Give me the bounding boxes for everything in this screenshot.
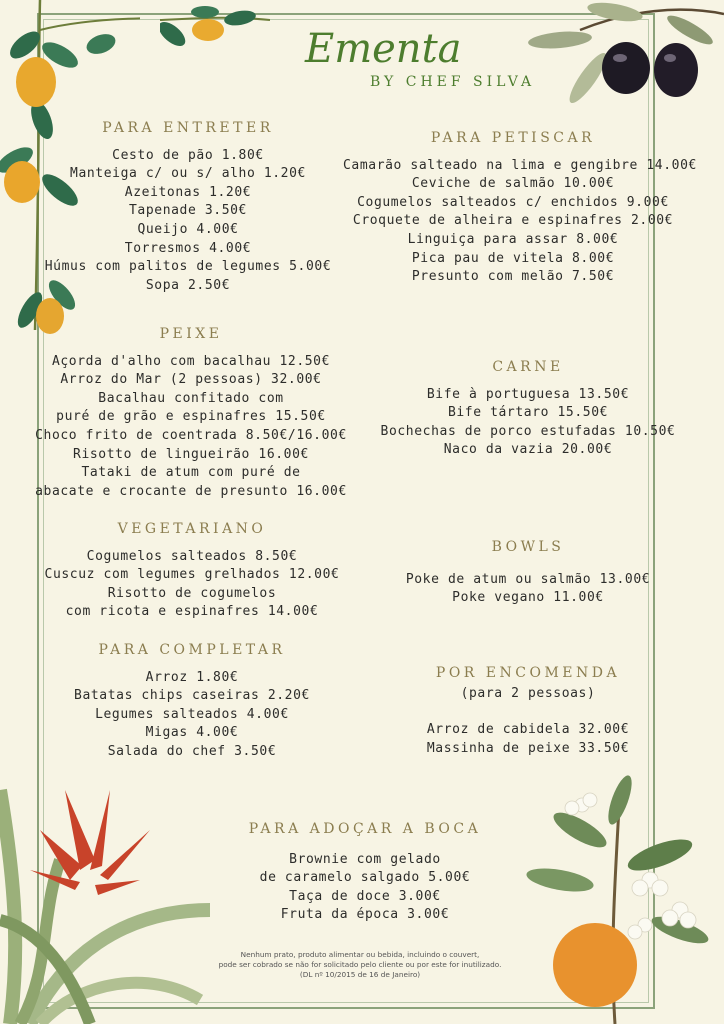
menu-item: Húmus com palitos de legumes 5.00€ [44,259,332,275]
menu-item: Manteiga c/ ou s/ alho 1.20€ [70,166,306,182]
section-para-petiscar [343,129,697,287]
menu-item: Queijo 4.00€ [137,221,239,237]
menu-item: Risotto de lingueirão 16.00€ [73,446,309,462]
menu-item: Croquete de alheira e espinafres 2.00€ [352,213,674,229]
menu-item: Batatas chips caseiras 2.20€ [74,688,310,704]
section-heading: CARNE [492,359,564,375]
menu-item: Torresmos 4.00€ [124,240,252,256]
section-heading: PARA PETISCAR [430,130,596,146]
menu-item: Choco frito de coentrada 8.50€/16.00€ [35,427,347,443]
menu-item: Brownie com gelado [289,851,441,867]
menu-item: Salada do chef 3.50€ [107,743,277,759]
menu-item: Camarão salteado na lima e gengibre 14.00€ [343,157,697,173]
menu-item: abacate e crocante de presunto 16.00€ [35,483,347,499]
menu-item: Poke vegano 11.00€ [452,590,604,606]
section-heading: PARA ADOÇAR A BOCA [248,821,482,837]
menu-item: Arroz 1.80€ [145,669,239,685]
lemon-top-illustration [160,0,270,60]
section-para-entreter [37,119,339,295]
section-para-adocar-a-boca [212,820,518,925]
section-heading: VEGETARIANO [117,521,267,537]
section-heading: BOWLS [491,539,565,555]
bromeliad-illustration [0,770,220,1024]
menu-item: Ceviche de salmão 10.00€ [411,176,615,192]
legal-note [150,950,570,980]
section-heading: PEIXE [159,326,223,342]
menu-item: de caramelo salgado 5.00€ [259,870,471,886]
menu-item: Arroz do Mar (2 pessoas) 32.00€ [60,372,322,388]
section-vegetariano [40,520,344,622]
section-heading: POR ENCOMENDA [435,665,621,681]
olive-branch-illustration [520,0,724,120]
menu-item: Taça de doce 3.00€ [289,888,441,904]
section-subtitle: (para 2 pessoas) [460,685,596,701]
menu-item: Naco da vazia 20.00€ [443,442,613,458]
menu-item: Azeitonas 1.20€ [124,184,252,200]
menu-item: Bacalhau confitado com [98,390,284,406]
menu-title: Ementa [305,26,462,72]
menu-item: Sopa 2.50€ [145,277,231,293]
orange-blossom-illustration [520,760,724,1024]
menu-item: Bife tártaro 15.50€ [447,405,609,421]
legal-note-line: Nenhum prato, produto alimentar ou bebida, incluindo o couvert, [240,950,480,959]
menu-item: Linguiça para assar 8.00€ [407,231,619,247]
section-heading: PARA COMPLETAR [98,642,286,658]
menu-subtitle: BY CHEF SILVA [370,74,536,90]
menu-item: Fruta da época 3.00€ [280,907,450,923]
menu-item: Tataki de atum com puré de [81,465,301,481]
section-heading: PARA ENTRETER [102,120,274,136]
menu-item: Cesto de pão 1.80€ [112,147,264,163]
menu-item: Bife à portuguesa 13.50€ [426,386,630,402]
menu-item: Risotto de cogumelos [107,585,277,601]
section-por-encomenda [380,664,676,758]
menu-item: Cuscuz com legumes grelhados 12.00€ [44,567,340,583]
menu-item: com ricota e espinafres 14.00€ [65,604,319,620]
legal-note-line: pode ser cobrado se não for solicitado pelo cliente ou por este for inutilizado. [218,960,502,969]
menu-item: Açorda d'alho com bacalhau 12.50€ [51,353,331,369]
menu-item: Massinha de peixe 33.50€ [426,740,630,756]
menu-item: Arroz de cabidela 32.00€ [426,722,630,738]
menu-item: Presunto com melão 7.50€ [411,269,615,285]
section-carne [370,358,686,460]
menu-item: Migas 4.00€ [145,725,239,741]
menu-item: Poke de atum ou salmão 13.00€ [405,571,651,587]
menu-item: Cogumelos salteados c/ enchidos 9.00€ [357,194,669,210]
section-peixe [30,325,352,501]
section-para-completar [40,641,344,762]
menu-item: Pica pau de vitela 8.00€ [411,250,615,266]
menu-item: Cogumelos salteados 8.50€ [86,548,298,564]
section-bowls [380,538,676,608]
menu-item: puré de grão e espinafres 15.50€ [56,409,326,425]
legal-note-line: (DL nº 10/2015 de 16 de Janeiro) [299,970,421,979]
menu-item: Legumes salteados 4.00€ [95,706,289,722]
menu-item: Bochechas de porco estufadas 10.50€ [380,423,676,439]
menu-item: Tapenade 3.50€ [129,203,247,219]
